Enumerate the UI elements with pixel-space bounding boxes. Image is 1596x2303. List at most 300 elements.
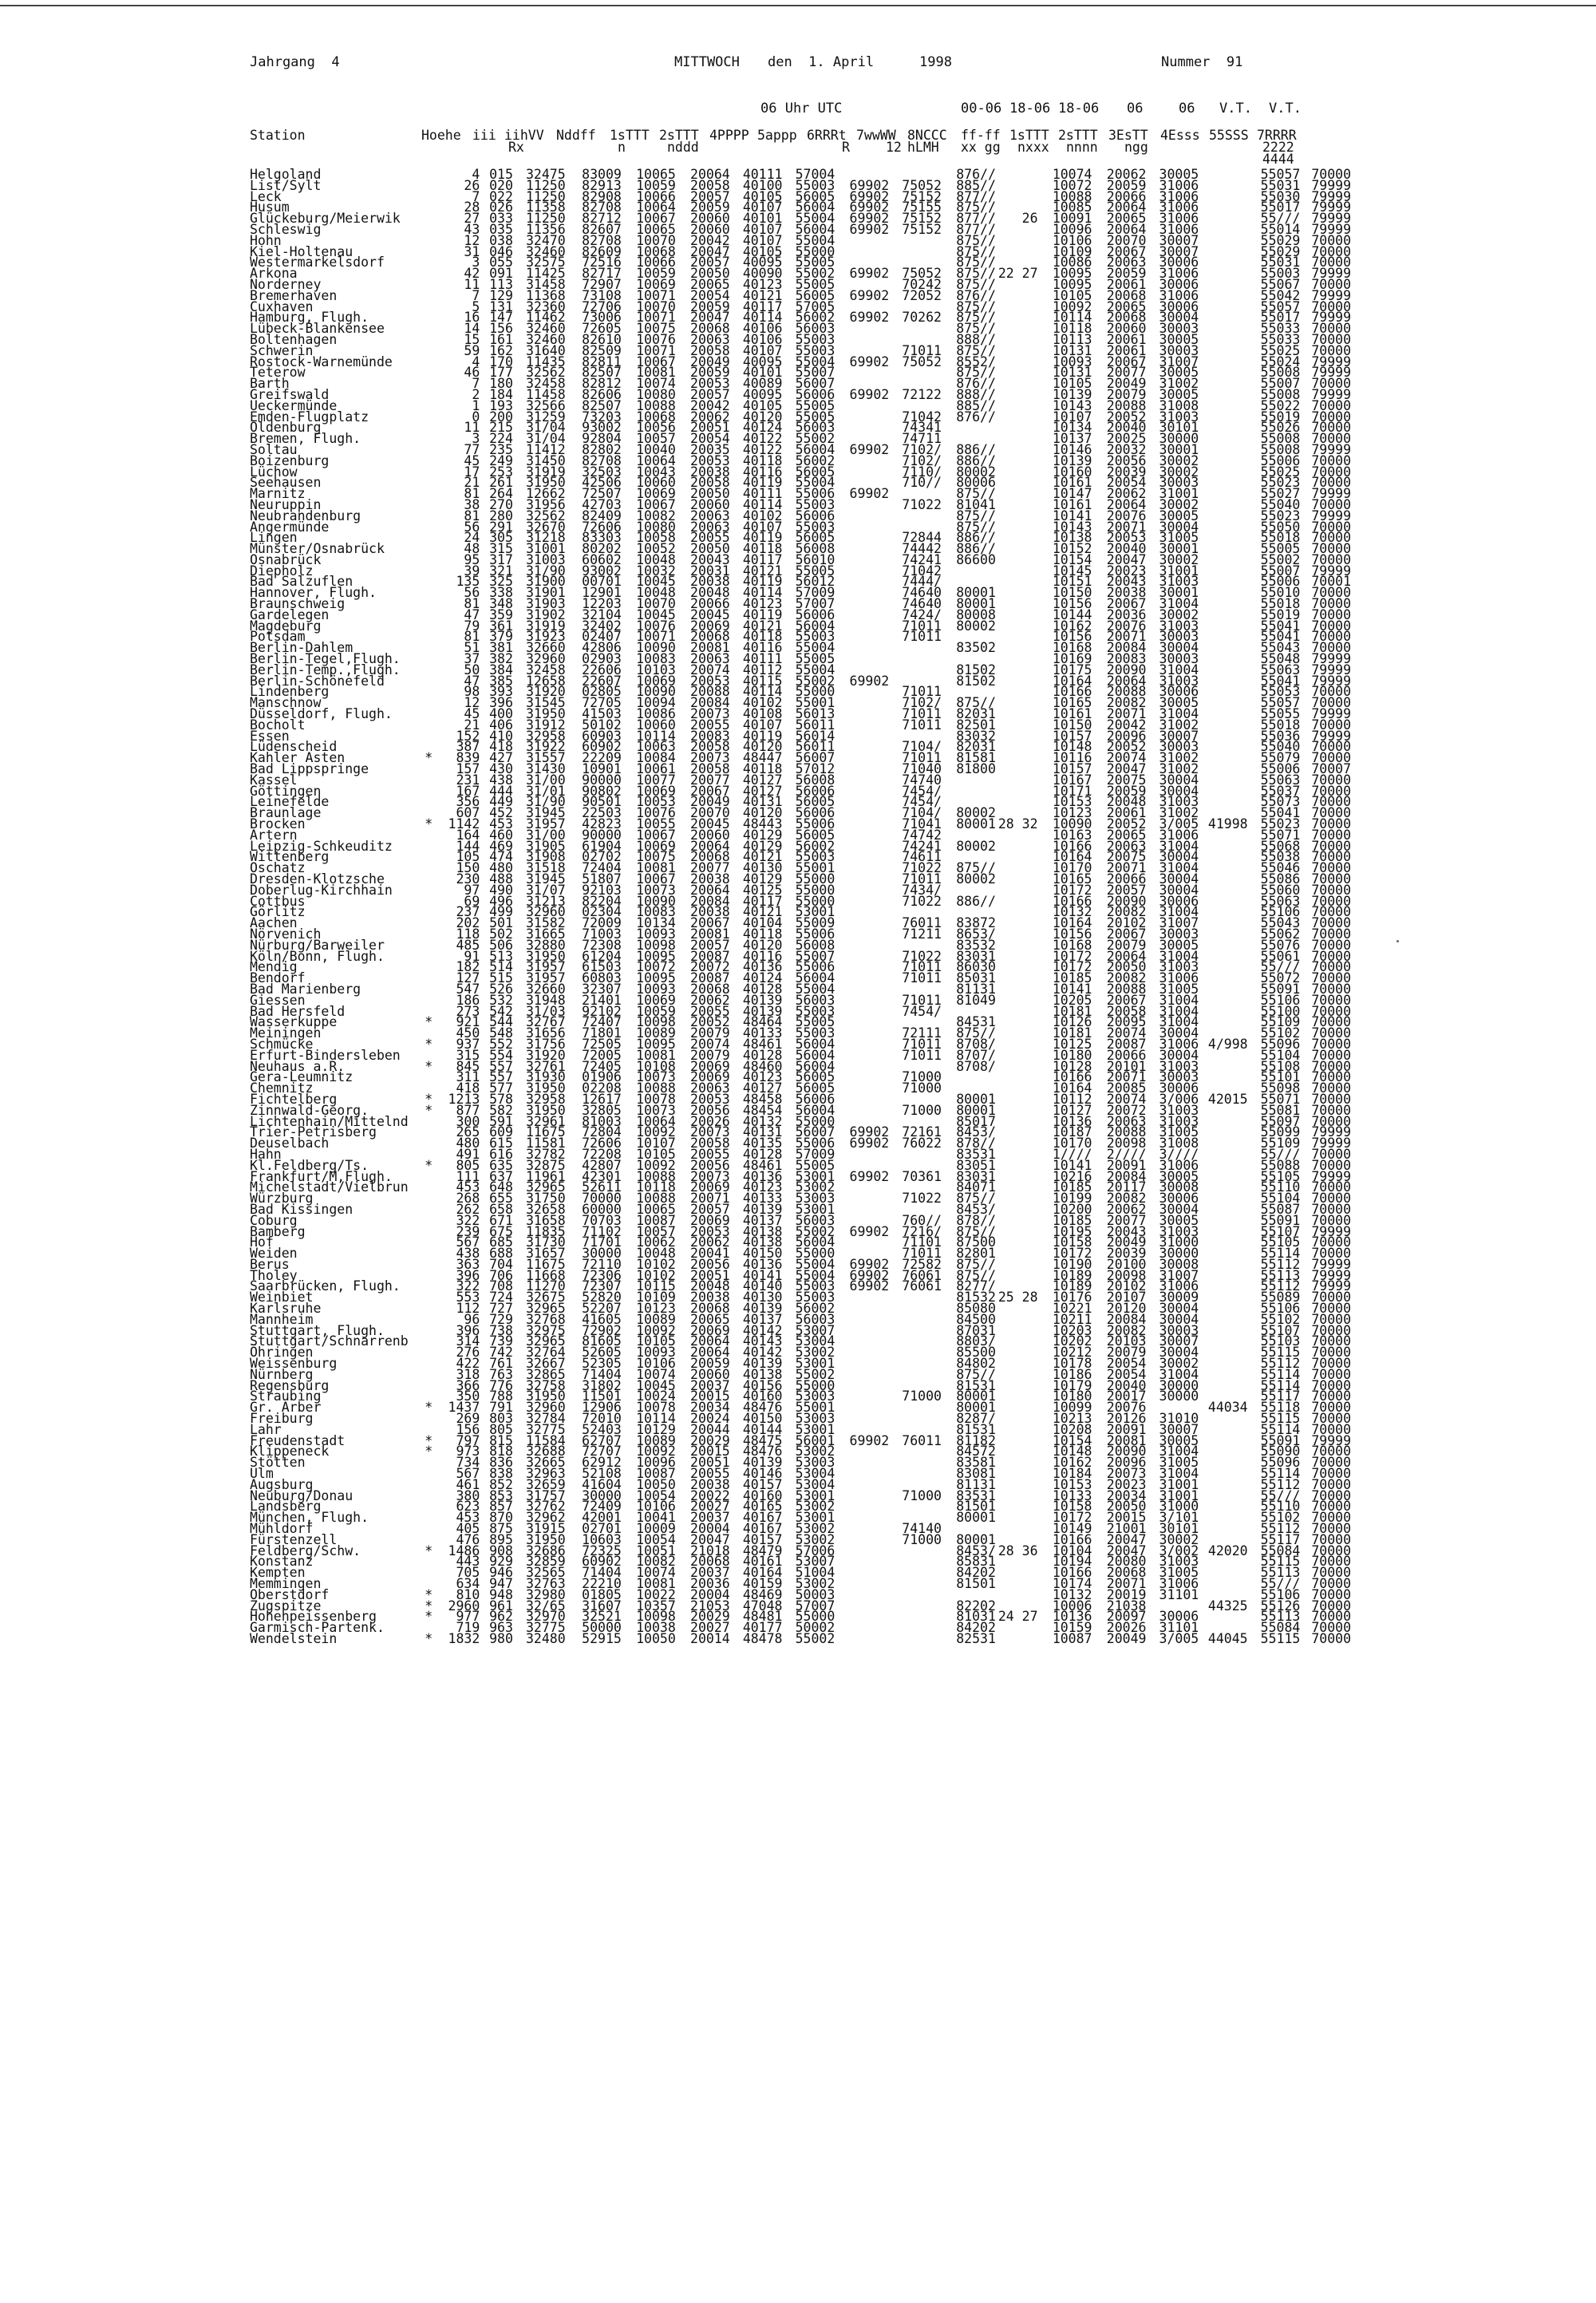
- table-cell: 55004: [795, 211, 836, 227]
- table-cell: 70242: [902, 276, 942, 292]
- col-4esss: 4Esss: [1160, 128, 1200, 143]
- station-name: Hannover, Flugh.: [250, 585, 377, 601]
- table-cell: 10074: [1052, 167, 1092, 182]
- date: den 1. April: [768, 54, 875, 70]
- table-cell: 40140: [742, 1278, 783, 1294]
- table-cell: 53002: [795, 1576, 836, 1591]
- table-cell: 20079: [690, 1047, 730, 1063]
- table-cell: 7: [472, 376, 480, 392]
- table-cell: 20036: [690, 1576, 730, 1591]
- table-cell: 20055: [690, 717, 730, 733]
- table-cell: 20060: [690, 1366, 730, 1382]
- table-cell: 20056: [1106, 452, 1147, 468]
- table-cell: 32565: [526, 1565, 566, 1581]
- table-cell: 10061: [636, 761, 676, 777]
- table-cell: 55025: [1260, 342, 1301, 358]
- table-cell: 20038: [1106, 585, 1147, 601]
- table-cell: 20071: [1106, 1576, 1147, 1591]
- table-cell: 10153: [1052, 1476, 1092, 1492]
- table-cell: 224: [489, 431, 513, 447]
- table-cell: 10185: [1052, 1212, 1092, 1228]
- mountain-marker: [425, 456, 437, 467]
- table-cell: 40115: [742, 673, 783, 689]
- table-cell: 55102: [1260, 1510, 1301, 1526]
- table-cell: 83531: [956, 1487, 996, 1503]
- table-cell: 40139: [742, 1356, 783, 1372]
- table-cell: 56014: [795, 728, 836, 744]
- table-cell: 28 36: [998, 1543, 1038, 1558]
- table-cell: 55072: [1260, 970, 1301, 986]
- table-cell: 30005: [1159, 365, 1199, 381]
- table-cell: 268: [456, 1191, 480, 1207]
- table-cell: 82811: [582, 354, 622, 369]
- table-cell: 71011: [902, 871, 942, 887]
- table-cell: [835, 654, 889, 665]
- table-cell: 708: [489, 1278, 513, 1294]
- table-cell: [835, 1369, 889, 1381]
- table-cell: 56007: [795, 376, 836, 392]
- table-cell: 74742: [902, 827, 942, 843]
- mountain-marker: [425, 720, 437, 731]
- table-cell: 80002: [956, 838, 996, 854]
- table-cell: 20049: [690, 354, 730, 369]
- table-cell: [889, 1303, 942, 1314]
- table-cell: 10098: [636, 1014, 676, 1030]
- table-cell: 40131: [742, 794, 783, 810]
- table-cell: 32402: [582, 618, 622, 634]
- table-cell: 57005: [795, 298, 836, 314]
- table-cell: 40125: [742, 882, 783, 898]
- table-cell: 0: [472, 409, 480, 425]
- table-cell: 55057: [1260, 695, 1301, 711]
- table-cell: [835, 334, 889, 346]
- mountain-marker: [425, 841, 437, 852]
- table-cell: 845: [456, 1058, 480, 1074]
- station-name: Trier-Petrisberg: [250, 1124, 377, 1140]
- table-cell: 20085: [1106, 1080, 1147, 1096]
- table-cell: 56002: [795, 838, 836, 854]
- table-cell: 31218: [526, 530, 566, 546]
- table-cell: 32865: [526, 1366, 566, 1382]
- table-cell: 20066: [1106, 188, 1147, 204]
- table-cell: 85017: [956, 1113, 996, 1129]
- table-cell: [889, 1633, 942, 1645]
- table-cell: 81531: [956, 1377, 996, 1393]
- table-cell: 56007: [795, 1124, 836, 1140]
- table-cell: 877//: [956, 188, 996, 204]
- table-cell: 20068: [690, 629, 730, 645]
- table-cell: 10093: [1052, 354, 1092, 369]
- station-name: Bremerhaven: [250, 287, 338, 303]
- table-cell: 40150: [742, 1411, 783, 1427]
- table-cell: 31002: [1159, 717, 1199, 733]
- table-cell: 79999: [1311, 199, 1351, 215]
- table-cell: 10603: [582, 1531, 622, 1547]
- table-cell: 10170: [1052, 1136, 1092, 1152]
- mountain-marker: [425, 279, 437, 290]
- table-cell: 7454/: [902, 1003, 942, 1019]
- table-cell: [996, 422, 1038, 433]
- table-cell: 10081: [636, 365, 676, 381]
- table-cell: 80001: [956, 1531, 996, 1547]
- mountain-marker: [425, 610, 437, 621]
- table-cell: 10051: [636, 1543, 676, 1558]
- table-cell: 20045: [690, 816, 730, 832]
- table-cell: 48479: [742, 1543, 783, 1558]
- station-name: Leck: [250, 188, 282, 204]
- table-cell: 31920: [526, 684, 566, 700]
- table-cell: 30101: [1159, 1521, 1199, 1537]
- table-cell: 499: [489, 904, 513, 920]
- table-cell: 69902: [849, 1223, 890, 1239]
- table-cell: 70000: [1311, 1058, 1351, 1074]
- table-cell: [996, 500, 1038, 511]
- station-name: Ueckermünde: [250, 397, 338, 413]
- table-cell: 878//: [956, 1136, 996, 1152]
- table-cell: [996, 929, 1038, 940]
- table-cell: 71000: [902, 1389, 942, 1404]
- table-cell: 10095: [636, 970, 676, 986]
- table-cell: 72111: [902, 1025, 942, 1041]
- table-cell: 422: [456, 1356, 480, 1372]
- table-cell: 10088: [636, 1080, 676, 1096]
- table-cell: 20120: [1106, 1301, 1147, 1317]
- table-cell: 85031: [956, 970, 996, 986]
- table-cell: 40127: [742, 1080, 783, 1096]
- table-cell: 55000: [795, 684, 836, 700]
- table-cell: [835, 587, 889, 598]
- table-cell: 438: [456, 1246, 480, 1262]
- mountain-marker: *: [425, 1091, 433, 1107]
- table-cell: 74241: [902, 838, 942, 854]
- col-1sttt: 1sTTT: [610, 128, 650, 143]
- table-cell: 40105: [742, 243, 783, 259]
- table-cell: [889, 1369, 942, 1381]
- table-cell: [1199, 1116, 1247, 1128]
- table-cell: 105: [456, 849, 480, 865]
- table-cell: 40132: [742, 1113, 783, 1129]
- table-cell: 40111: [742, 486, 783, 502]
- table-cell: [1199, 1446, 1247, 1457]
- table-cell: 82409: [582, 508, 622, 523]
- table-cell: [1199, 1468, 1247, 1479]
- table-cell: 70000: [1311, 1014, 1351, 1030]
- table-cell: 31003: [1159, 618, 1199, 634]
- table-cell: [996, 477, 1038, 488]
- station-name: Klippeneck: [250, 1444, 330, 1460]
- table-cell: 52403: [582, 1421, 622, 1437]
- table-cell: 32660: [526, 981, 566, 997]
- table-cell: [835, 995, 889, 1006]
- table-cell: 20087: [1106, 1036, 1147, 1052]
- table-cell: 72052: [902, 287, 942, 303]
- col-3estt-sub: ngg: [1124, 140, 1148, 155]
- table-cell: 55006: [795, 816, 836, 832]
- table-cell: 10050: [636, 1476, 676, 1492]
- table-cell: 20064: [690, 882, 730, 898]
- table-cell: 30007: [1159, 728, 1199, 744]
- table-cell: 31/00: [526, 772, 566, 788]
- table-cell: [835, 741, 889, 753]
- table-cell: 40095: [742, 255, 783, 271]
- table-cell: 20062: [690, 1234, 730, 1250]
- table-cell: 20103: [1106, 1333, 1147, 1349]
- table-cell: [1199, 367, 1247, 378]
- table-cell: 31003: [1159, 673, 1199, 689]
- table-cell: 20090: [1106, 1444, 1147, 1460]
- table-cell: [996, 764, 1038, 775]
- table-cell: 95: [464, 551, 480, 567]
- table-cell: 20043: [1106, 1223, 1147, 1239]
- table-cell: 30000: [1159, 1389, 1199, 1404]
- table-cell: 02304: [582, 904, 622, 920]
- table-cell: 71211: [902, 926, 942, 942]
- table-cell: 70000: [1311, 519, 1351, 535]
- table-cell: 40136: [742, 959, 783, 975]
- table-cell: [889, 665, 942, 676]
- table-cell: 20074: [690, 1036, 730, 1052]
- table-cell: [835, 918, 889, 929]
- table-cell: 82607: [582, 221, 622, 237]
- table-cell: 32960: [526, 904, 566, 920]
- table-cell: 83009: [582, 167, 622, 182]
- table-cell: 7102/: [902, 452, 942, 468]
- table-cell: 488: [489, 871, 513, 887]
- table-cell: 40114: [742, 310, 783, 326]
- table-cell: [1199, 268, 1247, 279]
- table-cell: 42001: [582, 1510, 622, 1526]
- table-cell: 80002: [956, 805, 996, 821]
- table-cell: 70000: [1311, 167, 1351, 182]
- table-cell: 152: [456, 728, 480, 744]
- table-cell: 30004: [1159, 871, 1199, 887]
- table-cell: 724: [489, 1290, 513, 1306]
- table-cell: 32307: [582, 981, 622, 997]
- table-cell: 10103: [636, 662, 676, 677]
- table-cell: 875//: [956, 310, 996, 326]
- table-cell: 10132: [1052, 904, 1092, 920]
- table-cell: 20068: [1106, 287, 1147, 303]
- table-cell: 382: [489, 651, 513, 667]
- mountain-marker: [425, 951, 437, 962]
- table-cell: 20048: [690, 1278, 730, 1294]
- table-cell: 038: [489, 232, 513, 248]
- station-name: Artern: [250, 827, 298, 843]
- table-cell: 20067: [1106, 243, 1147, 259]
- table-cell: 31/04: [526, 420, 566, 436]
- table-cell: 671: [489, 1212, 513, 1228]
- table-cell: 70000: [1311, 1201, 1351, 1217]
- table-cell: 02701: [582, 1521, 622, 1537]
- table-cell: 10076: [636, 805, 676, 821]
- table-cell: 10064: [636, 199, 676, 215]
- table-cell: 430: [489, 761, 513, 777]
- table-cell: [996, 302, 1038, 313]
- table-cell: 10213: [1052, 1411, 1092, 1427]
- table-cell: 70000: [1311, 1499, 1351, 1515]
- table-cell: [996, 907, 1038, 918]
- mountain-marker: [425, 500, 437, 511]
- table-cell: 20084: [1106, 640, 1147, 656]
- table-cell: 55018: [1260, 530, 1301, 546]
- table-cell: 10128: [1052, 1058, 1092, 1074]
- table-cell: 79999: [1311, 486, 1351, 502]
- col-1sttt-b-sub: nxxx: [1017, 140, 1049, 155]
- table-cell: 93002: [582, 563, 622, 579]
- table-cell: 10066: [636, 188, 676, 204]
- table-cell: 83532: [956, 937, 996, 953]
- table-cell: 70007: [1311, 761, 1351, 777]
- table-cell: 55007: [795, 948, 836, 964]
- station-name: Bad Hersfeld: [250, 1003, 346, 1019]
- table-cell: 20049: [1106, 1234, 1147, 1250]
- table-cell: 30007: [1159, 1421, 1199, 1437]
- table-cell: 11501: [582, 1389, 622, 1404]
- station-name: Cuxhaven: [250, 298, 314, 314]
- table-cell: 30006: [1159, 255, 1199, 271]
- table-cell: 20088: [1106, 684, 1147, 700]
- table-cell: 20059: [690, 199, 730, 215]
- table-cell: 1486: [448, 1543, 480, 1558]
- table-cell: 10184: [1052, 1466, 1092, 1482]
- table-cell: 875//: [956, 255, 996, 271]
- table-cell: 70000: [1311, 321, 1351, 337]
- table-cell: 55000: [795, 1246, 836, 1262]
- table-cell: 20047: [1106, 1531, 1147, 1547]
- table-cell: 69902: [849, 1432, 890, 1448]
- table-cell: 71000: [902, 1069, 942, 1085]
- table-cell: 72605: [582, 321, 622, 337]
- table-cell: 40139: [742, 1455, 783, 1471]
- table-cell: 20064: [1106, 673, 1147, 689]
- table-cell: 40135: [742, 1136, 783, 1152]
- table-cell: 30005: [1159, 695, 1199, 711]
- table-cell: 31430: [526, 761, 566, 777]
- table-cell: 10056: [636, 420, 676, 436]
- table-cell: 20004: [690, 1586, 730, 1602]
- station-name: Hof: [250, 1234, 274, 1250]
- table-cell: 31001: [1159, 1476, 1199, 1492]
- table-cell: 55006: [795, 1136, 836, 1152]
- table-cell: 71011: [902, 1047, 942, 1063]
- table-cell: 32980: [526, 1586, 566, 1602]
- table-cell: 55003: [795, 177, 836, 193]
- table-cell: 82031: [956, 706, 996, 722]
- table-cell: 31005: [1159, 1565, 1199, 1581]
- mountain-marker: [425, 268, 437, 279]
- table-cell: 10032: [636, 563, 676, 579]
- station-name: Köln/Bonn, Flugh.: [250, 948, 385, 964]
- station-name: Berlin-Schönefeld: [250, 673, 385, 689]
- table-cell: 30003: [1159, 321, 1199, 337]
- table-cell: 888//: [956, 331, 996, 347]
- table-cell: 57007: [795, 596, 836, 612]
- table-cell: 55037: [1260, 783, 1301, 799]
- station-name: Kahler Asten: [250, 750, 346, 766]
- station-name: Nürnberg: [250, 1366, 314, 1382]
- table-cell: 81501: [956, 1499, 996, 1515]
- table-cell: 10022: [636, 1586, 676, 1602]
- col-2sttt-b: 2sTTT: [1058, 128, 1098, 143]
- table-cell: 74740: [902, 772, 942, 788]
- table-cell: 40137: [742, 1311, 783, 1327]
- table-cell: [1199, 488, 1247, 500]
- table-cell: 79999: [1311, 662, 1351, 677]
- table-cell: 50000: [582, 1620, 622, 1636]
- table-cell: [1199, 598, 1247, 610]
- table-cell: [996, 1138, 1038, 1149]
- table-cell: 10048: [636, 585, 676, 601]
- table-cell: 55005: [795, 1014, 836, 1030]
- table-cell: 20067: [690, 915, 730, 931]
- table-cell: [889, 1590, 942, 1601]
- col-ffff: ff-ff: [961, 128, 1001, 143]
- table-cell: 72407: [582, 1014, 622, 1030]
- table-cell: 10146: [1052, 441, 1092, 457]
- table-cell: 10087: [636, 1212, 676, 1228]
- mountain-marker: [425, 213, 437, 224]
- table-cell: 31003: [1159, 959, 1199, 975]
- table-cell: 31923: [526, 629, 566, 645]
- table-cell: 10038: [636, 1620, 676, 1636]
- table-cell: 70000: [1311, 948, 1351, 964]
- table-cell: 40119: [742, 574, 783, 590]
- table-cell: 70000: [1311, 860, 1351, 876]
- table-cell: 55114: [1260, 1466, 1301, 1482]
- table-cell: 52820: [582, 1290, 622, 1306]
- mountain-marker: [425, 422, 437, 433]
- table-cell: [835, 1578, 889, 1590]
- table-cell: 20053: [690, 452, 730, 468]
- table-cell: 55003: [795, 849, 836, 865]
- table-cell: 55000: [795, 1113, 836, 1129]
- table-cell: 56003: [795, 420, 836, 436]
- table-cell: 32960: [526, 1400, 566, 1416]
- table-cell: 8453/: [956, 1543, 996, 1558]
- table-cell: 40116: [742, 464, 783, 480]
- table-cell: 61204: [582, 948, 622, 964]
- station-name: Karlsruhe: [250, 1301, 322, 1317]
- table-cell: 31006: [1159, 211, 1199, 227]
- mountain-marker: [425, 412, 437, 423]
- table-cell: 70000: [1311, 1301, 1351, 1317]
- table-cell: 40108: [742, 706, 783, 722]
- table-cell: 55006: [1260, 761, 1301, 777]
- station-name: Oberstdorf: [250, 1586, 330, 1602]
- table-cell: 32104: [582, 606, 622, 622]
- table-cell: 57004: [795, 167, 836, 182]
- table-cell: 10043: [636, 464, 676, 480]
- table-cell: 20047: [1106, 761, 1147, 777]
- table-cell: [1199, 1149, 1247, 1160]
- table-cell: 20040: [1106, 541, 1147, 557]
- table-cell: 97: [464, 882, 480, 898]
- table-cell: [1199, 1325, 1247, 1337]
- table-cell: [1199, 874, 1247, 885]
- table-cell: 10073: [636, 1102, 676, 1118]
- table-cell: 30005: [1159, 331, 1199, 347]
- table-cell: 30000: [1159, 431, 1199, 447]
- table-cell: 72208: [582, 1146, 622, 1162]
- table-cell: [996, 290, 1038, 302]
- table-cell: 79999: [1311, 221, 1351, 237]
- table-cell: 791: [489, 1400, 513, 1416]
- table-cell: 56004: [795, 970, 836, 986]
- table-cell: 41605: [582, 1311, 622, 1327]
- table-cell: 80001: [956, 585, 996, 601]
- table-cell: 7444/: [902, 574, 942, 590]
- table-cell: 32880: [526, 937, 566, 953]
